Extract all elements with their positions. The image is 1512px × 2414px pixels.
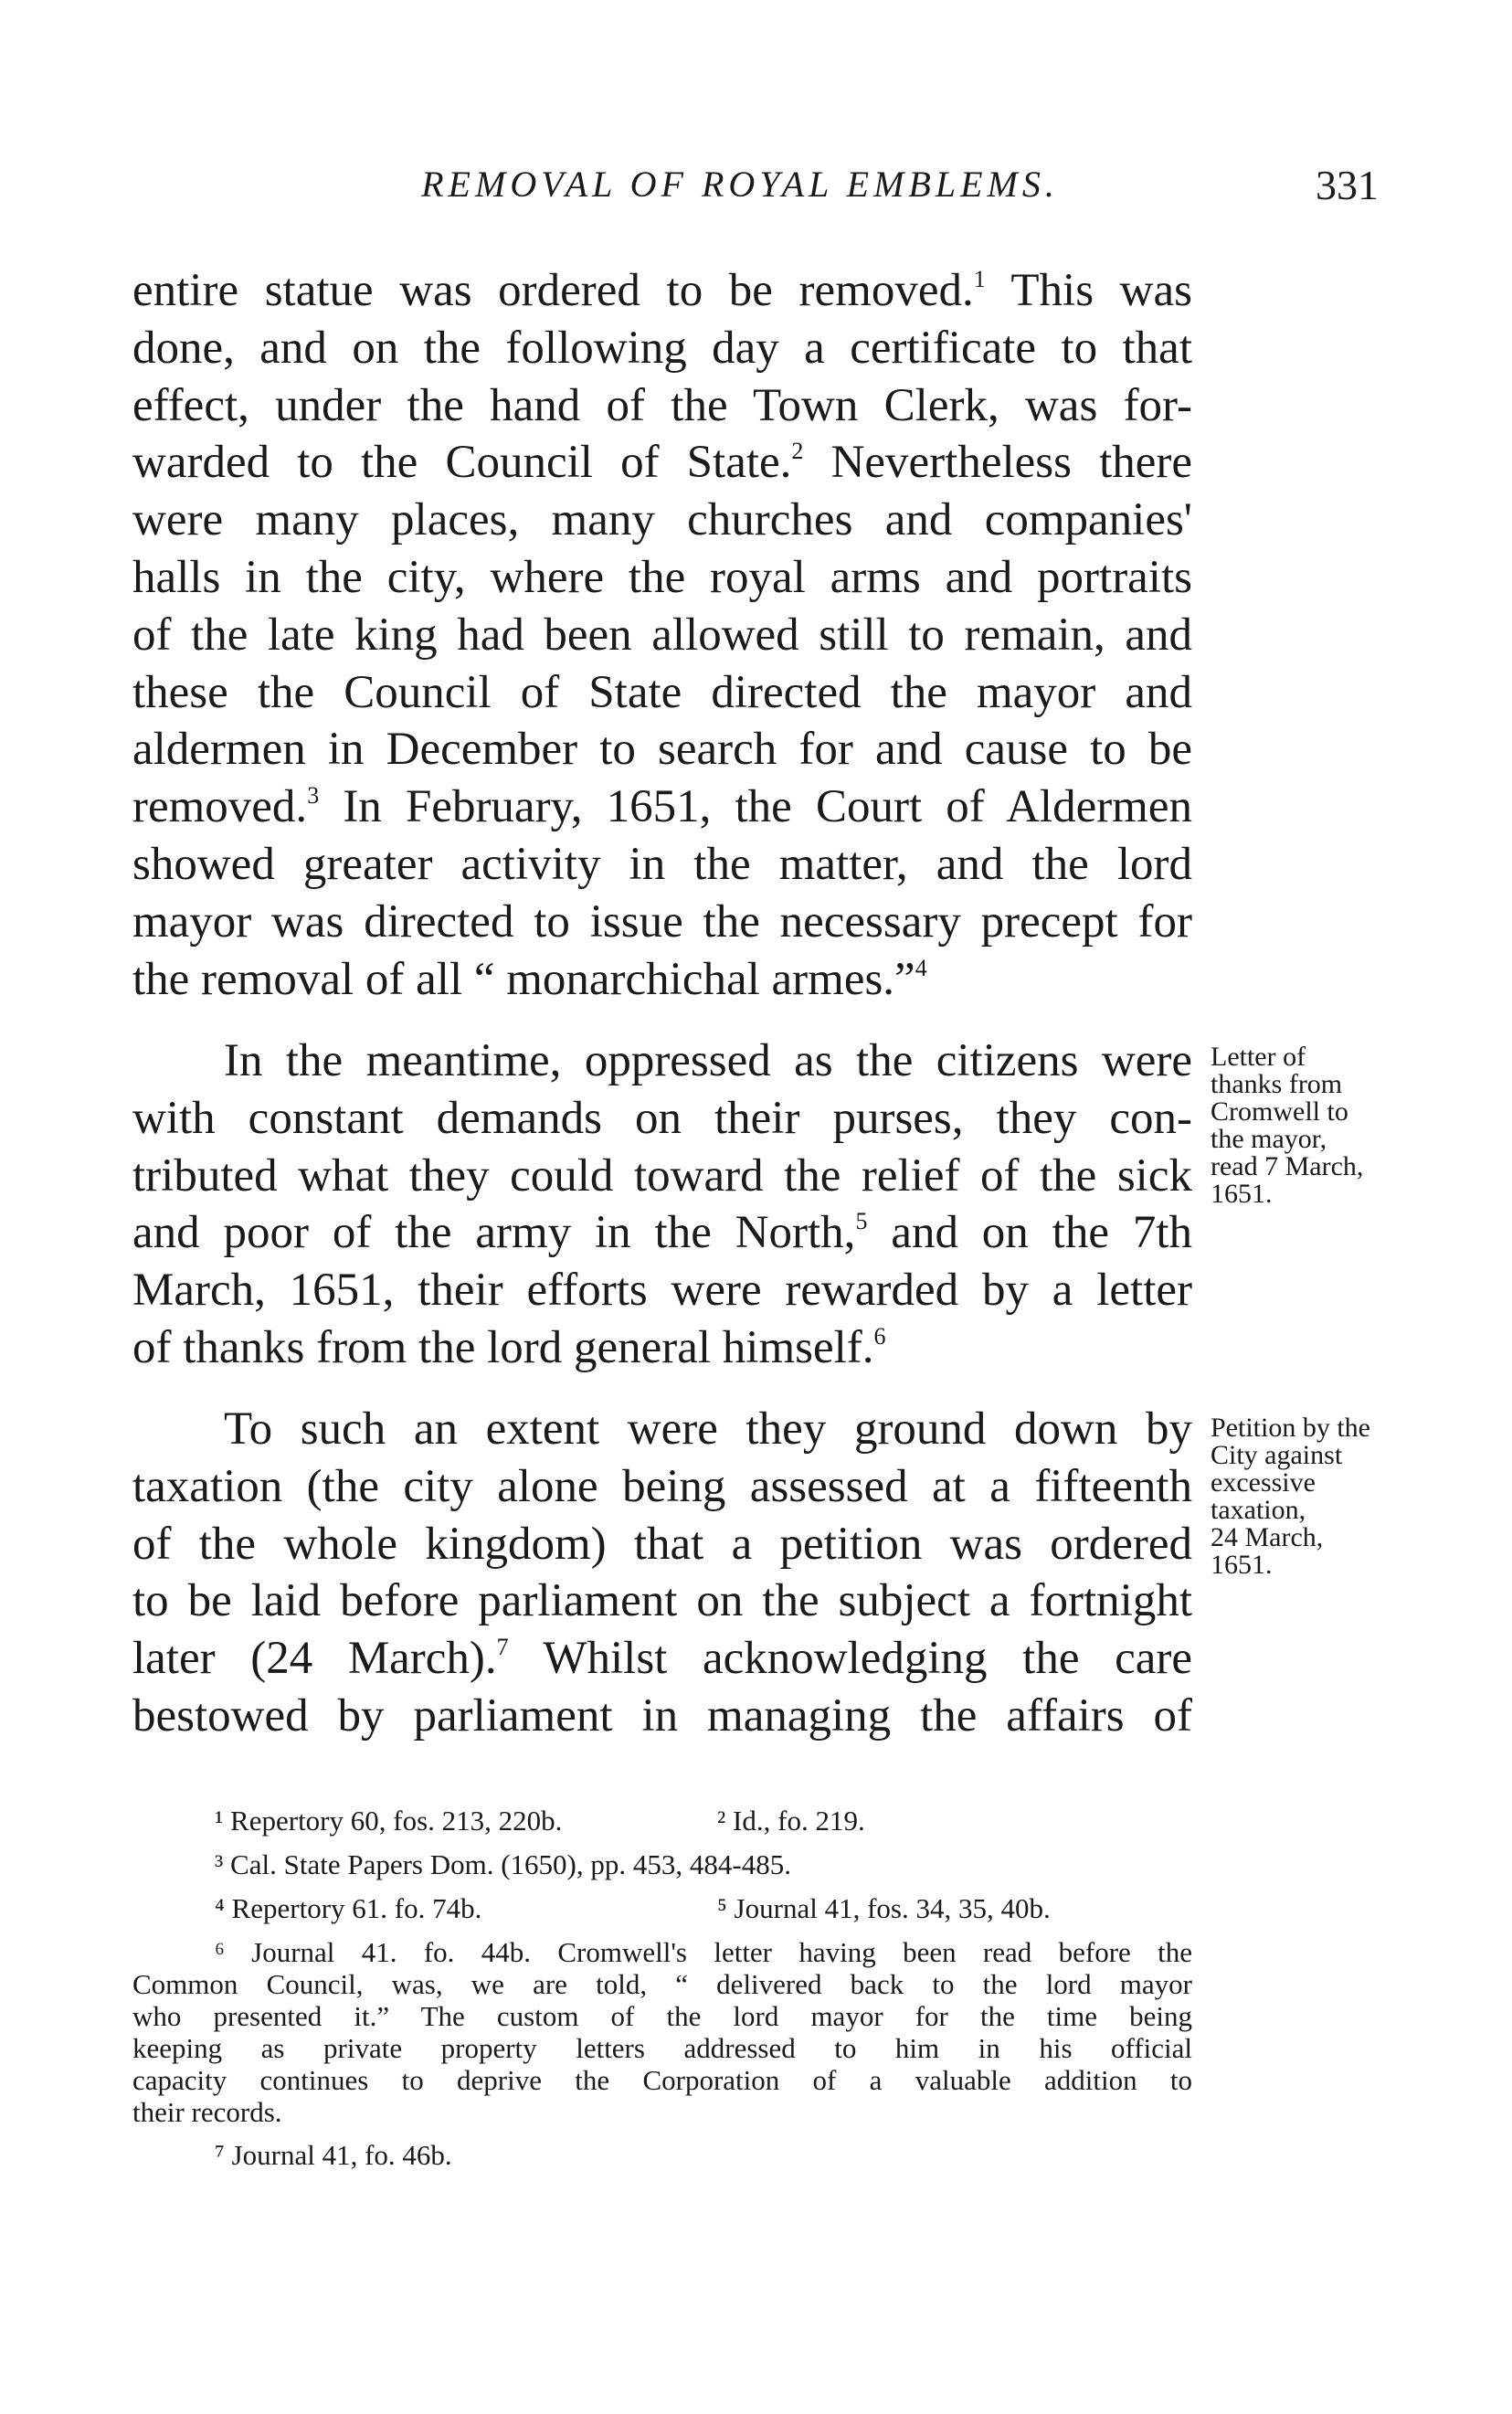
margin-note-line: 1651.	[1211, 1550, 1273, 1580]
margin-note-line: Petition by the	[1211, 1413, 1370, 1443]
footnote-line: their records.	[132, 2096, 282, 2128]
footnote-1: ¹ Repertory 60, fos. 213, 220b.	[215, 1805, 563, 1837]
text-line: removed.$^3$ In February, 1651, the Court of Aldermen	[132, 781, 1192, 833]
text-line: tributed what they could toward the relief of the sick	[132, 1149, 1192, 1202]
text-line: warded to the Council of State.$^2$ Nevertheless there	[132, 437, 1193, 489]
text-line: of thanks from the lord general himself.$^6$	[132, 1321, 886, 1373]
footnote-ref: 5	[855, 1208, 868, 1235]
footnote-ref: 3	[307, 782, 320, 810]
footnote-line: capacity continues to deprive the Corporation of a valuable addition to	[132, 2064, 1192, 2096]
text-line: entire statue was ordered to be removed.$^1$ This was	[132, 265, 1192, 316]
margin-note-letter-of-thanks	[1211, 1043, 1448, 1208]
paragraph-statue-removal	[132, 262, 1192, 1008]
text-line: and poor of the army in the North,$^5$ and on the 7th	[132, 1207, 1193, 1259]
footnote-row	[132, 1805, 1192, 1848]
text-line: these the Council of State directed the mayor and	[132, 666, 1192, 718]
text-line: To such an extent were they ground down by	[224, 1403, 1192, 1455]
text-line: with constant demands on their purses, they con-	[132, 1092, 1192, 1144]
text-line: later (24 March).$^7$ Whilst acknowledging the care	[132, 1633, 1192, 1685]
footnote-row	[132, 1892, 1192, 1936]
footnote-2: ² Id., fo. 219.	[717, 1805, 865, 1837]
text-line: of the late king had been allowed still to remain, and	[132, 609, 1192, 661]
footnote-ref: 6	[873, 1322, 886, 1350]
margin-note-line: 24 March,	[1211, 1522, 1324, 1552]
footnote-6	[132, 1936, 1192, 2128]
margin-note-line: the mayor,	[1211, 1124, 1327, 1154]
footnote-ref: 4	[915, 954, 927, 981]
text-line: taxation (the city alone being assessed at a fifteenth	[132, 1460, 1192, 1512]
footnote-5: ⁵ Journal 41, fos. 34, 35, 40b.	[717, 1892, 1051, 1924]
text-line: of the whole kingdom) that a petition was ordered	[132, 1518, 1192, 1570]
text-line: mayor was directed to issue the necessary precept for	[132, 895, 1192, 948]
footnote-ref: 1	[973, 266, 986, 292]
text-line: showed greater activity in the matter, and the lord	[132, 838, 1192, 890]
text-line: bestowed by parliament in managing the affairs of	[132, 1689, 1192, 1742]
footnote-ref: 7	[496, 1634, 509, 1661]
margin-note-line: City against	[1211, 1440, 1343, 1470]
text-line: March, 1651, their efforts were rewarded by a letter	[132, 1265, 1192, 1317]
text-line: halls in the city, where the royal arms and portraits	[132, 551, 1192, 603]
footnote-4: ⁴ Repertory 61. fo. 74b.	[215, 1892, 482, 1924]
margin-note-line: excessive	[1211, 1467, 1316, 1498]
text-line: the removal of all “ monarchichal armes.”$^4$	[132, 953, 927, 1005]
margin-note-line: 1651.	[1211, 1179, 1273, 1209]
text-line: effect, under the hand of the Town Clerk, was for-	[132, 379, 1192, 431]
footnote-3: ³ Cal. State Papers Dom. (1650), pp. 453, 484-485.	[215, 1848, 791, 1880]
footnotes	[132, 1805, 1192, 2183]
footnote-7: ⁷ Journal 41, fo. 46b.	[215, 2139, 452, 2171]
paragraph-letter-of-thanks	[132, 1032, 1192, 1377]
margin-note-line: read 7 March,	[1211, 1151, 1364, 1181]
paragraph-taxation-petition	[132, 1401, 1192, 1745]
text-line: aldermen in December to search for and cause to be	[132, 724, 1192, 776]
margin-note-line: taxation,	[1211, 1495, 1306, 1525]
running-title: REMOVAL OF ROYAL EMBLEMS.	[421, 164, 1059, 205]
footnote-line: ⁶ Journal 41. fo. 44b. Cromwell's letter having been read before the	[215, 1936, 1192, 1968]
page-number: 331	[1316, 162, 1379, 208]
margin-note-line: thanks from	[1211, 1069, 1343, 1099]
footnote-line: who presented it.” The custom of the lord mayor for the time being	[132, 2000, 1192, 2032]
text-line: In the meantime, oppressed as the citizens were	[224, 1035, 1192, 1086]
margin-note-petition	[1211, 1414, 1448, 1579]
text-line: were many places, many churches and companies'	[132, 494, 1192, 546]
margin-note-line: Cromwell to	[1211, 1096, 1348, 1127]
footnote-line: keeping as private property letters addressed to him in his official	[132, 2032, 1192, 2064]
text-line: to be laid before parliament on the subject a fortnight	[132, 1575, 1192, 1627]
text-line: done, and on the following day a certificate to that	[132, 322, 1192, 374]
footnote-ref: 2	[791, 438, 804, 465]
margin-note-line: Letter of	[1211, 1042, 1306, 1072]
footnote-line: Common Council, was, we are told, “ delivered back to the lord mayor	[132, 1968, 1192, 2000]
